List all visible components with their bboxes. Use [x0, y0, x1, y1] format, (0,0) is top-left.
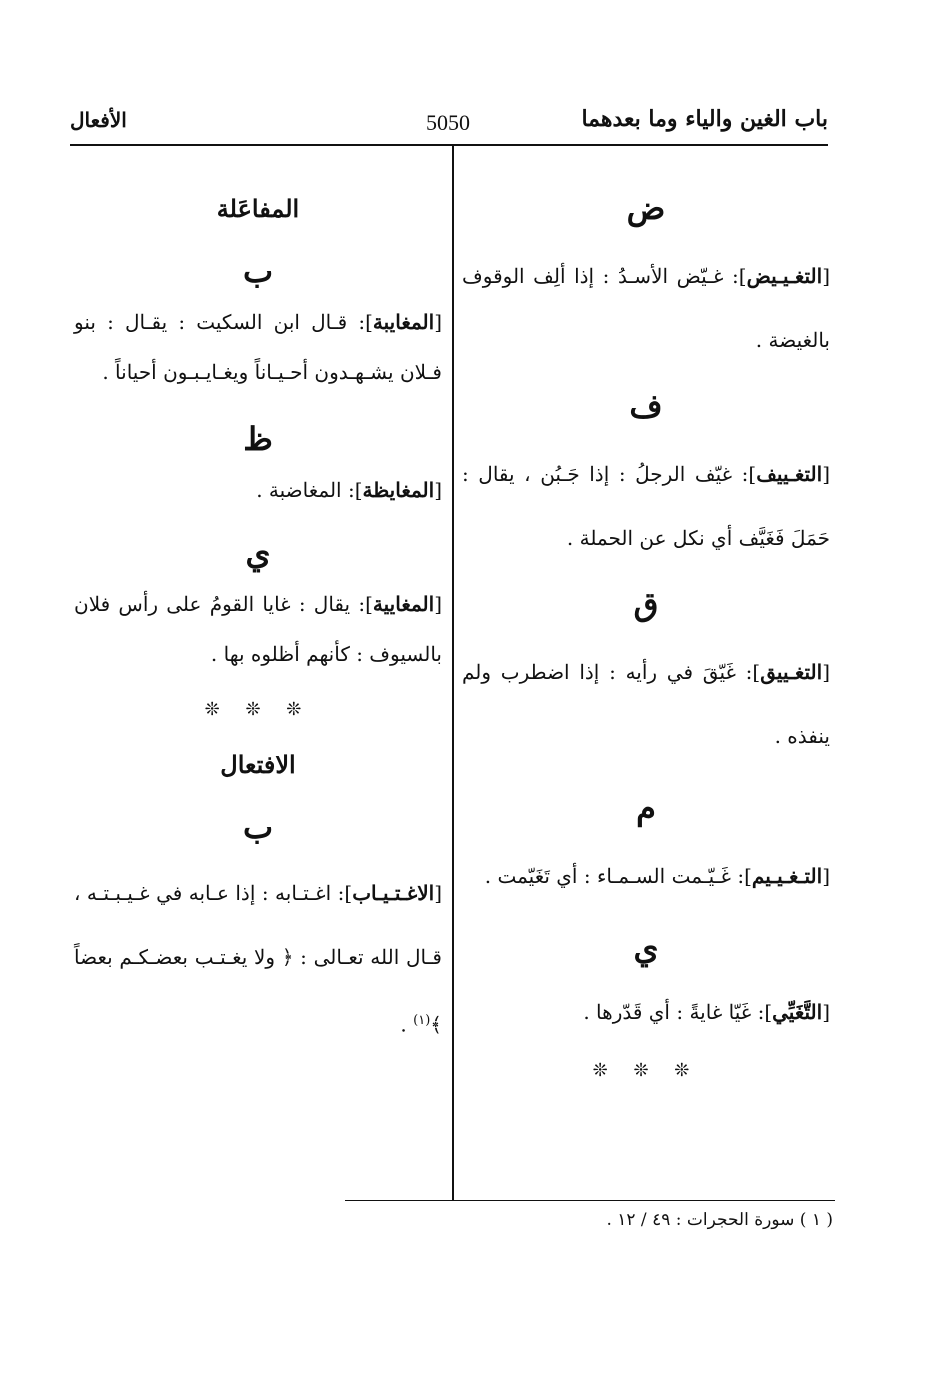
entry-term: المغايظة	[362, 478, 435, 502]
section-heading-mufaala: المفاعَلة	[216, 194, 300, 223]
entry-body: : غَـيّـمت السـمـاء : أي تَغَيّمت .	[484, 864, 745, 888]
letter-heading-mim: م	[636, 789, 656, 827]
entry-body: : المغاضبة .	[256, 478, 355, 502]
entry-term: التغـيـيض	[746, 264, 823, 288]
entry-body: : اغـتـابه : إذا عـابه في غـيـبـتـه ، قـال الله تعـالى : ﴿ ولا يغـتـب بعضـكـم بعضاً ﴾	[74, 881, 442, 1037]
entry-taghyiq: [التغـييق]: غَيّقَ في رأيه : إذا اضطرب ولم ينفذه .	[462, 660, 830, 748]
page-number: 5050	[426, 110, 470, 135]
entry-taghyid: [التغـيـيض]: غـيّض الأسـدُ : إذا ألِف الوقوف بالغيضة .	[462, 264, 830, 352]
entry-term: التـغـيـيم	[751, 864, 823, 888]
entry-taghyim: [التـغـيـيم]: غَـيّـمت السـمـاء : أي تَغَيّمت .	[484, 864, 830, 888]
entry-body: : غيّف الرجلُ : إذا جَـبُن ، يقال : حَمَلَ فَغَيَّف أي نكل عن الحملة .	[462, 462, 830, 550]
entry-term: الاغـتـيـاب	[352, 881, 435, 905]
letter-heading-qaf: ق	[633, 585, 659, 623]
entry-tail: .	[400, 1012, 414, 1037]
entry-mughayaza: [المغايظة]: المغاضبة .	[256, 478, 442, 502]
entry-mughayaba: [المغايبة]: قـال ابن السكيت : يقـال : بنو فـلان يشـهـدون أحـيـاناً ويغـايـبـون أحياناً .	[74, 310, 442, 384]
entry-term: التَّغَيِّي	[772, 1000, 823, 1024]
section-separator-stars: ❊ ❊ ❊	[592, 1060, 700, 1081]
section-separator-stars: ❊ ❊ ❊	[204, 699, 312, 720]
footnote-rule	[345, 1200, 835, 1201]
entry-body: : غـيّض الأسـدُ : إذا ألِف الوقوف بالغيضة .	[462, 264, 830, 352]
column-divider	[452, 146, 454, 1201]
entry-term: التغـييق	[760, 660, 823, 684]
entry-body: : قـال ابن السكيت : يقـال : بنو فـلان يشـهـدون أحـيـاناً ويغـايـبـون أحياناً .	[74, 310, 442, 384]
section-heading-iftial: الافتعال	[220, 750, 296, 779]
letter-heading-ya: ي	[245, 534, 271, 572]
entry-term: التغـييف	[756, 462, 823, 486]
left-column	[74, 170, 442, 1057]
entry-mughayaya: [المغايية]: يقال : غايا القومُ على رأس فلان بالسيوف : كأنهم أظلوه بها .	[74, 592, 442, 666]
entry-body: : يقال : غايا القومُ على رأس فلان بالسيوف : كأنهم أظلوه بها .	[74, 592, 442, 666]
letter-heading-fa: ف	[629, 387, 663, 425]
page-header	[70, 100, 828, 144]
header-rule	[70, 144, 828, 146]
entry-taghyif: [التغـييف]: غيّف الرجلُ : إذا جَـبُن ، يقال : حَمَلَ فَغَيَّف أي نكل عن الحملة .	[462, 462, 830, 550]
footnote: ( ١ ) سورة الحجرات : ٤٩ / ١٢ .	[606, 1210, 833, 1230]
entry-ightiyab: [الاغـتـيـاب]: اغـتـابه : إذا عـابه في غـيـبـتـه ، قـال الله تعـالى : ﴿ ولا يغـتـب بعضـكـم بعضاً ﴾$^{(١)}$ .	[74, 881, 442, 1037]
right-column	[462, 170, 830, 1081]
section-title: الأفعال	[70, 108, 127, 132]
entry-body: : غَيّقَ في رأيه : إذا اضطرب ولم ينفذه .	[462, 660, 830, 748]
chapter-title: باب الغين والياء وما بعدهما	[581, 106, 828, 132]
letter-heading-ba: ب	[242, 252, 274, 290]
entry-taghayyi: [التَّغَيِّي]: غَيّا غايةً : أي قَدّرها .	[583, 1000, 830, 1024]
entry-body: : غَيّا غايةً : أي قَدّرها .	[583, 1000, 765, 1024]
letter-heading-ba: ب	[242, 808, 274, 846]
letter-heading-ya: ي	[633, 929, 659, 967]
footnote-reference: (١)	[413, 1013, 431, 1028]
entry-term: المغايية	[372, 592, 435, 616]
letter-heading-za: ظ	[243, 420, 273, 458]
entry-term: المغايبة	[372, 310, 435, 334]
letter-heading-dad: ض	[626, 189, 666, 227]
